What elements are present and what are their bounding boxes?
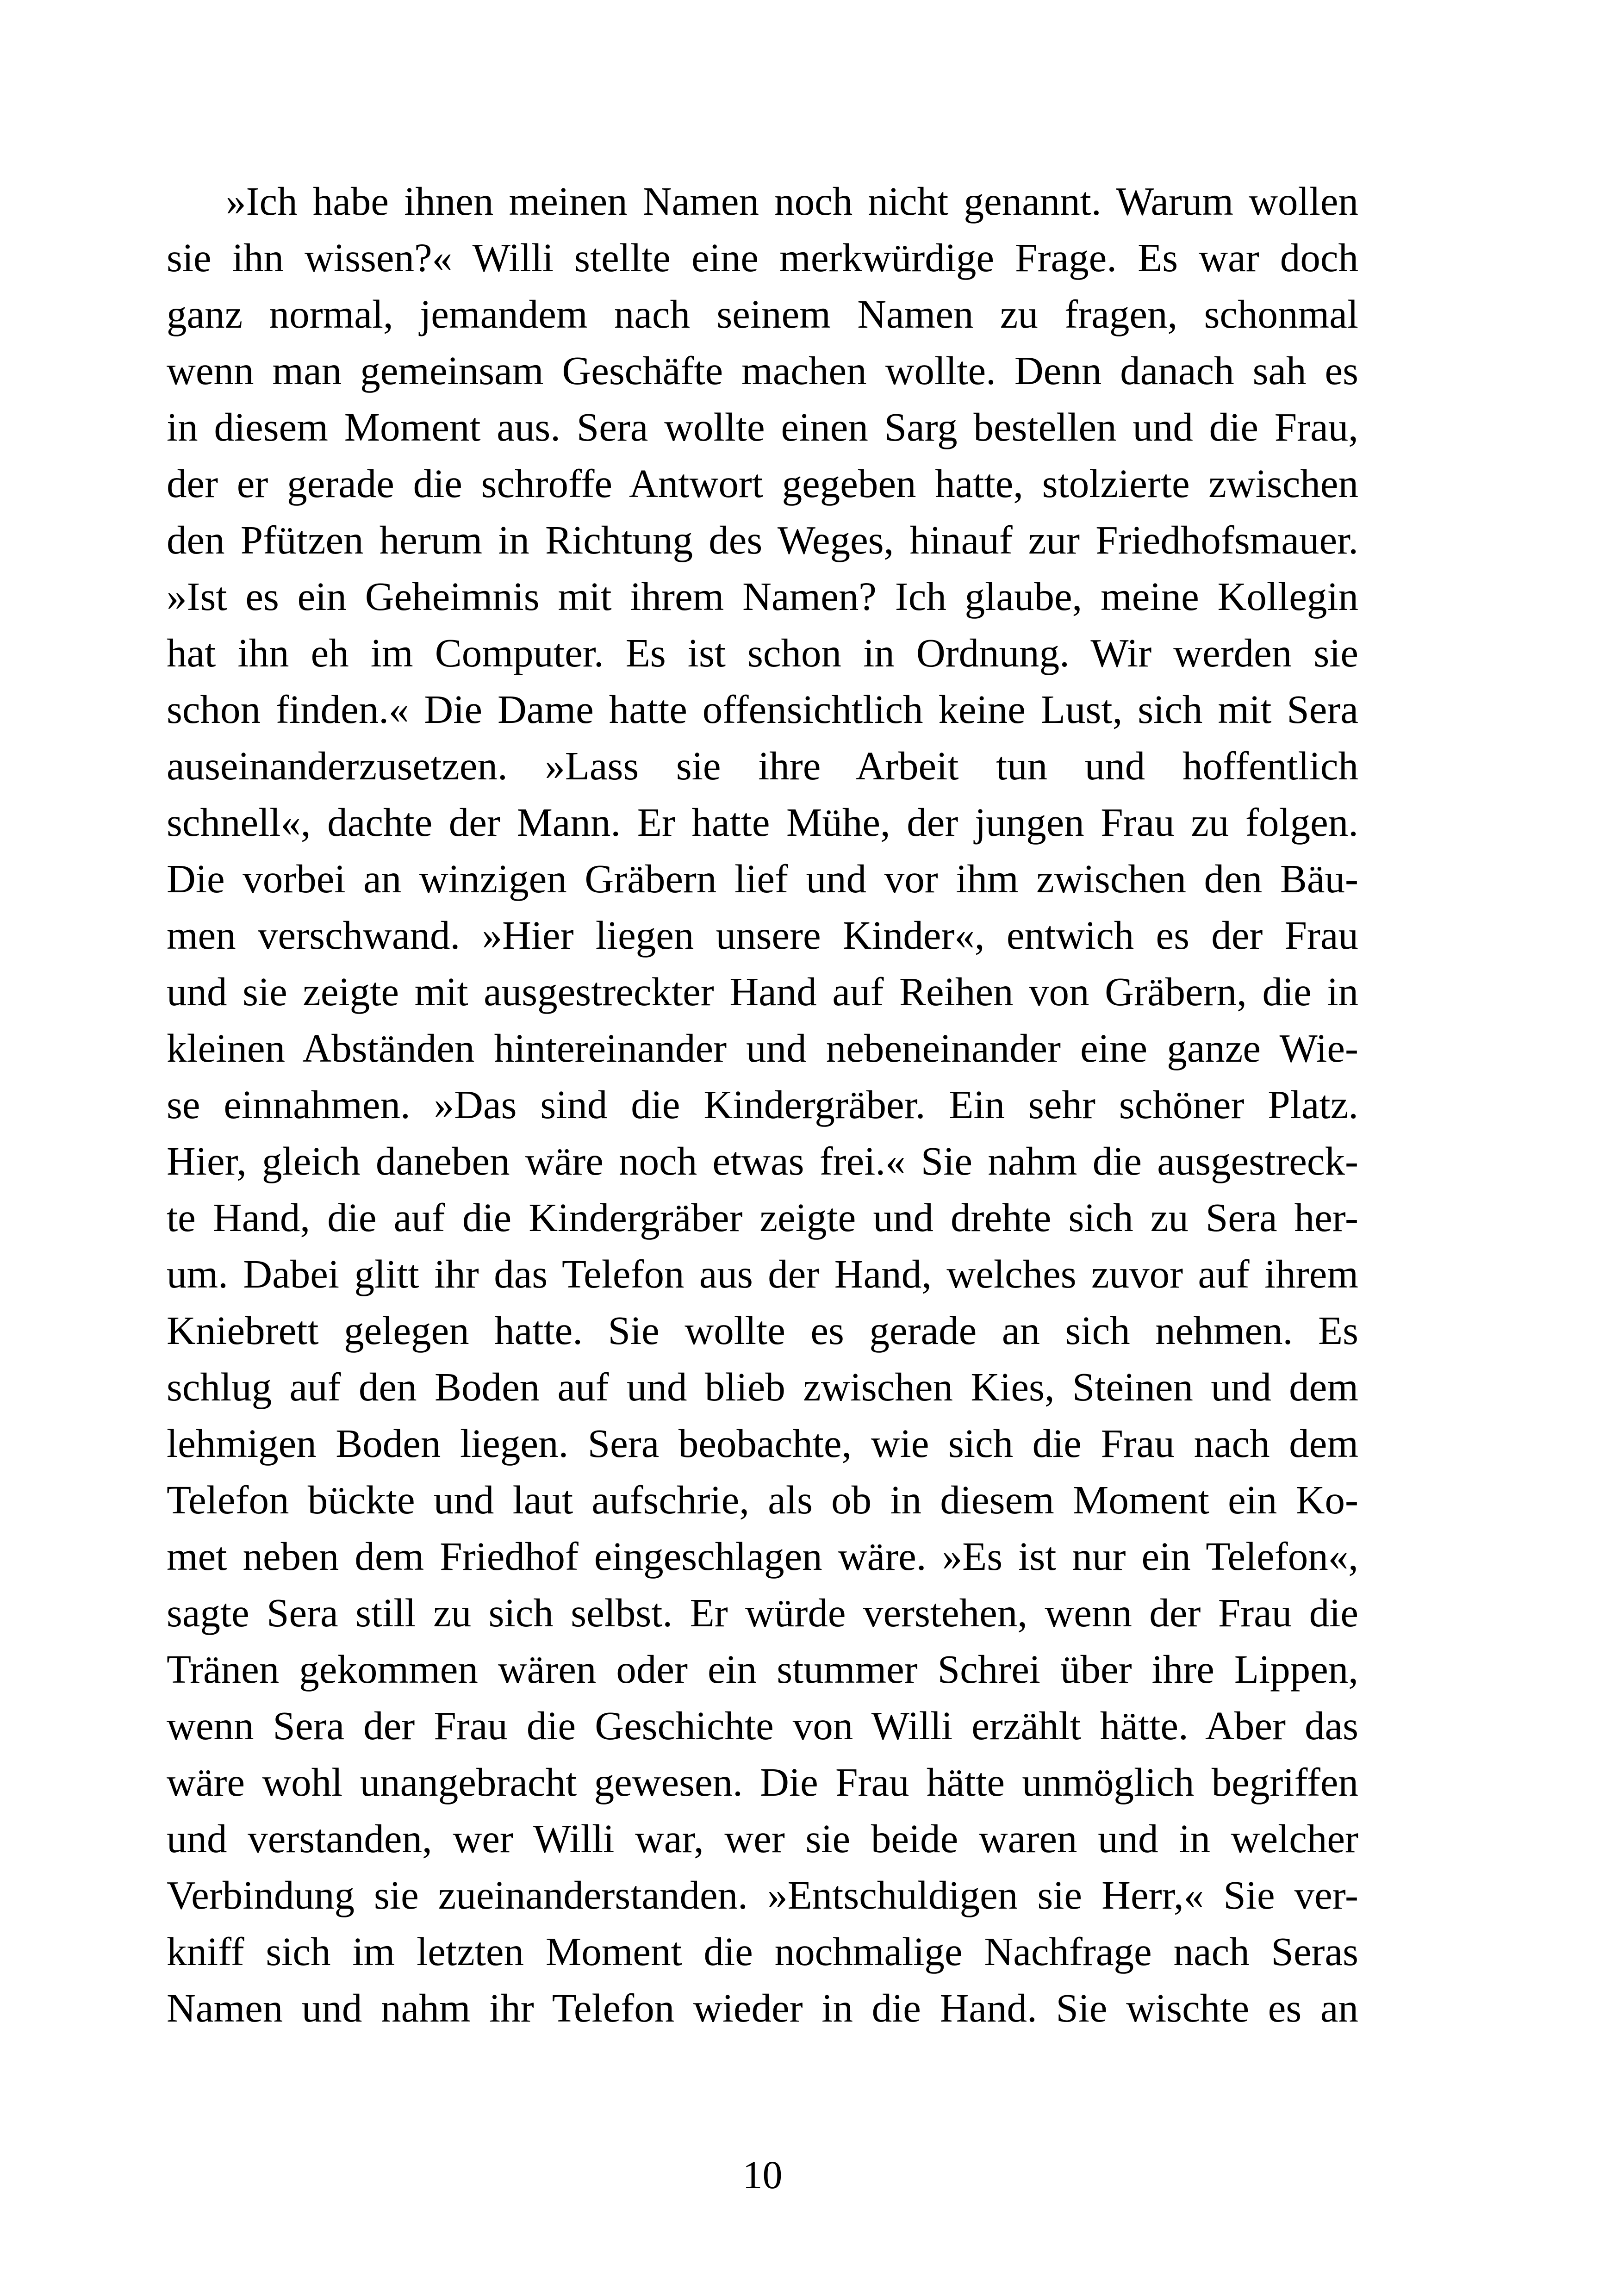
text-line: wenn man gemeinsam Geschäfte machen wollte. Denn danach sah es — [167, 348, 1358, 393]
text-line: in diesem Moment aus. Sera wollte einen Sarg bestellen und die Frau, — [167, 404, 1358, 449]
text-line: ganz normal, jemandem nach seinem Namen zu fragen, schonmal — [167, 292, 1358, 336]
text-line: men verschwand. »Hier liegen unsere Kinder«, entwich es der Frau — [167, 913, 1358, 958]
page-text — [167, 173, 1358, 2036]
text-line: se einnahmen. »Das sind die Kindergräber. Ein sehr schöner Platz. — [167, 1082, 1358, 1127]
text-line: Kniebrett gelegen hatte. Sie wollte es gerade an sich nehmen. Es — [167, 1308, 1358, 1353]
text-line: um. Dabei glitt ihr das Telefon aus der Hand, welches zuvor auf ihrem — [167, 1251, 1358, 1296]
text-line: auseinanderzusetzen. »Lass sie ihre Arbeit tun und hoffentlich — [167, 743, 1358, 788]
text-line: schnell«, dachte der Mann. Er hatte Mühe, der jungen Frau zu folgen. — [167, 800, 1358, 845]
text-line: der er gerade die schroffe Antwort gegeben hatte, stolzierte zwischen — [167, 461, 1358, 506]
text-line: Die vorbei an winzigen Gräbern lief und vor ihm zwischen den Bäu- — [167, 856, 1358, 901]
text-line: Hier, gleich daneben wäre noch etwas frei.« Sie nahm die ausgestreck- — [167, 1139, 1358, 1183]
text-line: schon finden.« Die Dame hatte offensichtlich keine Lust, sich mit Sera — [167, 687, 1358, 732]
text-line: sagte Sera still zu sich selbst. Er würde verstehen, wenn der Frau die — [167, 1590, 1358, 1635]
text-line: den Pfützen herum in Richtung des Weges, hinauf zur Friedhofsmauer. — [167, 517, 1358, 562]
text-line: und verstanden, wer Willi war, wer sie beide waren und in welcher — [167, 1816, 1358, 1861]
text-line: wäre wohl unangebracht gewesen. Die Frau hätte unmöglich begriffen — [167, 1760, 1358, 1804]
text-line: te Hand, die auf die Kindergräber zeigte und drehte sich zu Sera her- — [167, 1195, 1358, 1240]
page-number: 10 — [742, 2153, 783, 2197]
text-line: Namen und nahm ihr Telefon wieder in die Hand. Sie wischte es an — [167, 1985, 1358, 2030]
text-line: »Ich habe ihnen meinen Namen noch nicht genannt. Warum wollen — [226, 179, 1358, 224]
text-line: lehmigen Boden liegen. Sera beobachte, wie sich die Frau nach dem — [167, 1421, 1358, 1466]
text-line: kniff sich im letzten Moment die nochmalige Nachfrage nach Seras — [167, 1929, 1358, 1974]
text-line: kleinen Abständen hintereinander und nebeneinander eine ganze Wie- — [167, 1026, 1358, 1070]
text-line: schlug auf den Boden auf und blieb zwischen Kies, Steinen und dem — [167, 1364, 1358, 1409]
text-line: hat ihn eh im Computer. Es ist schon in Ordnung. Wir werden sie — [167, 630, 1358, 675]
text-line: Telefon bückte und laut aufschrie, als ob in diesem Moment ein Ko- — [167, 1477, 1358, 1522]
text-line: wenn Sera der Frau die Geschichte von Willi erzählt hätte. Aber das — [167, 1703, 1358, 1748]
text-line: sie ihn wissen?« Willi stellte eine merkwürdige Frage. Es war doch — [167, 235, 1358, 280]
text-line: Tränen gekommen wären oder ein stummer Schrei über ihre Lippen, — [167, 1647, 1358, 1692]
text-line: und sie zeigte mit ausgestreckter Hand auf Reihen von Gräbern, die in — [167, 969, 1358, 1014]
text-line: Verbindung sie zueinanderstanden. »Entschuldigen sie Herr,« Sie ver- — [167, 1873, 1358, 1917]
text-line: »Ist es ein Geheimnis mit ihrem Namen? Ich glaube, meine Kollegin — [167, 574, 1358, 619]
text-line: met neben dem Friedhof eingeschlagen wäre. »Es ist nur ein Telefon«, — [167, 1534, 1358, 1579]
